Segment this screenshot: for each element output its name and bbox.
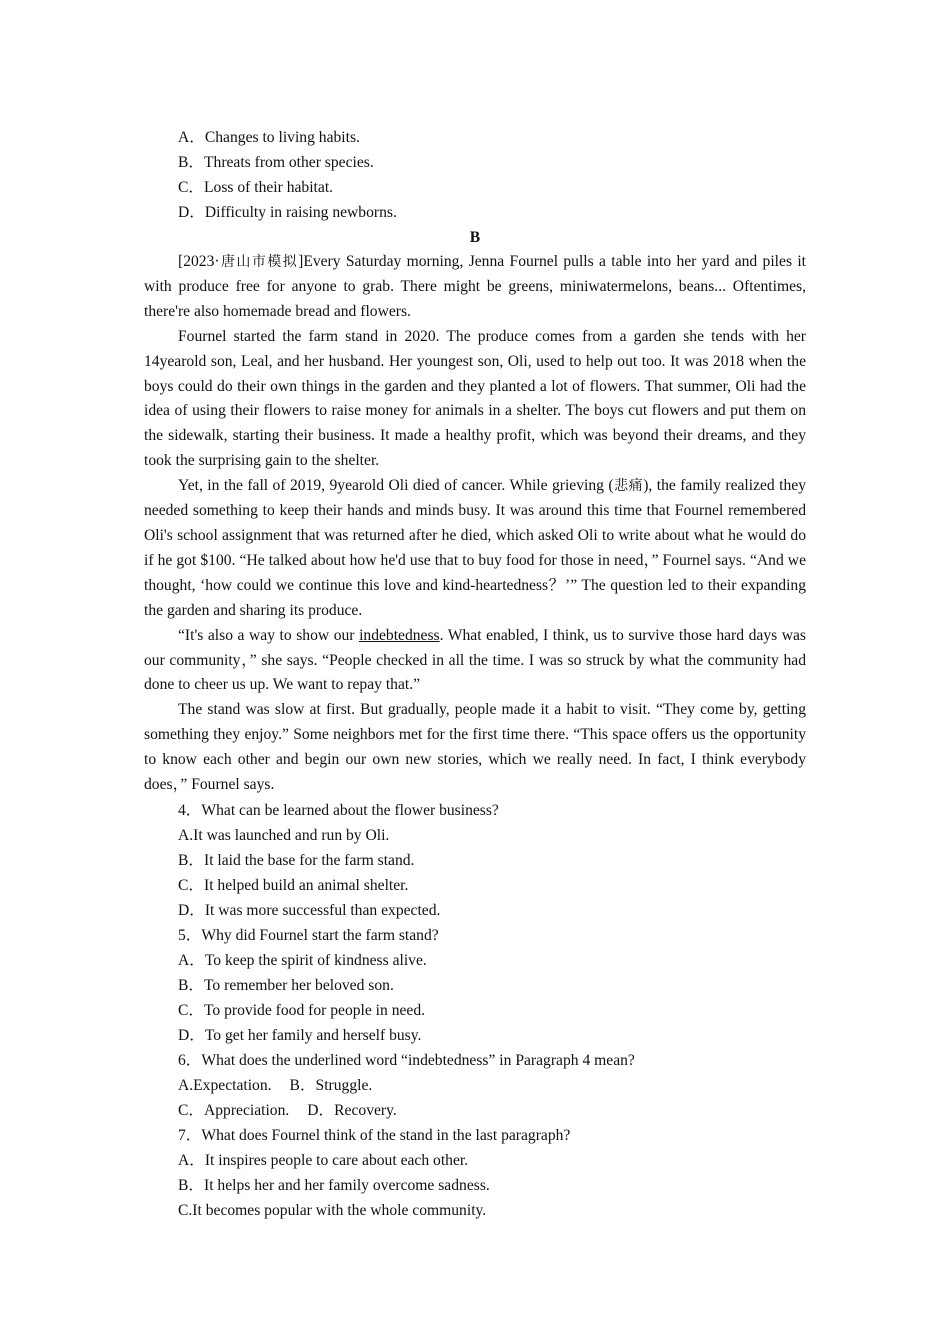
paragraph-4-text-a: “It's also a way to show our (178, 626, 360, 644)
paragraph-3 (144, 474, 806, 623)
prev-option-b: B．Threats from other species. (178, 154, 374, 171)
gloss-cn: 悲痛 (613, 478, 644, 495)
question-7-option-b: B．It helps her and her family overcome sadness. (178, 1176, 490, 1194)
source-tag-start: [2023· (178, 253, 220, 270)
paragraph-3-text-b: ), the family realized they needed something to keep their hands and minds busy. It was around this time that Fournel remembered Oli's school assignment that was returned after he died, which asked Oli to write about what he would do if he got $100. “He talked about how he'd use that to buy food for those in need，” Fournel says. “And we thought, ‘how could we continue this love and kind-heartedness？’” The question led to their expanding the garden and sharing its produce. (144, 477, 807, 619)
question-5-stem: 5．Why did Fournel start the farm stand? (178, 926, 439, 944)
question-7-option-a: A．It inspires people to care about each other. (178, 1151, 469, 1169)
question-4-option-c: C．It helped build an animal shelter. (178, 876, 409, 894)
question-6-option-a: A.Expectation. (178, 1076, 272, 1094)
document-content (144, 125, 806, 1223)
source-tag-cn: 唐山市模拟 (219, 254, 299, 270)
paragraph-4-text-b: . What enabled, I think, us to survive those hard days was our community，” she says. “People checked in all the time. I was so struck by what the community had done to cheer us up. We want to repay that.” (144, 626, 806, 694)
question-4-option-d: D．It was more successful than expected. (178, 901, 441, 919)
question-7-option-c: C.It becomes popular with the whole community. (178, 1201, 487, 1219)
question-5-option-a: A．To keep the spirit of kindness alive. (178, 951, 427, 969)
underlined-word: indebtedness (359, 626, 440, 644)
paragraph-5: The stand was slow at first. But gradually, people made it a habit to visit. “They come by, getting something they enjoy.” Some neighbors met for the first time there. “This space offers us the opportunity to know each other and begin our own new stories, which we really need. In fact, I think everybody does，” Fournel says. (144, 701, 806, 794)
question-6-option-c: C．Appreciation. (178, 1101, 290, 1119)
prev-option-d: D．Difficulty in raising newborns. (178, 204, 397, 221)
question-5-option-d: D．To get her family and herself busy. (178, 1026, 422, 1044)
question-4-option-a: A.It was launched and run by Oli. (178, 826, 390, 844)
question-6-options-row-2 (144, 1098, 806, 1123)
paragraph-1-text: ]Every Saturday morning, Jenna Fournel pulls a table into her yard and piles it with produce free for anyone to grab. There might be greens, miniwatermelons, beans... Oftentimes, there're also homemade bread and flowers. (144, 253, 806, 320)
question-6-option-b: B．Struggle. (289, 1076, 373, 1094)
question-4-option-b: B．It laid the base for the farm stand. (178, 851, 415, 869)
question-6-options-row-1 (144, 1073, 806, 1098)
paragraph-4 (144, 624, 806, 699)
question-6-option-d: D．Recovery. (307, 1101, 397, 1119)
paragraph-2: Fournel started the farm stand in 2020. The produce comes from a garden she tends with her 14yearold son, Leal, and her husband. Her youngest son, Oli, used to help out too. It was 2018 when the boys could do their own things in the garden and they planted a lot of flowers. That summer, Oli had the idea of using their flowers to raise money for animals in a shelter. The boys cut flowers and put them on the sidewalk, starting their business. It made a healthy profit, which was beyond their dreams, and they took the surprising gain to the shelter. (144, 327, 806, 470)
question-5-option-c: C．To provide food for people in need. (178, 1001, 426, 1019)
section-title: B (469, 229, 481, 246)
question-4-stem: 4．What can be learned about the flower business? (178, 801, 499, 819)
question-6-stem: 6．What does the underlined word “indebtedness” in Paragraph 4 mean? (178, 1051, 635, 1069)
paragraph-3-text-a: Yet, in the fall of 2019, 9yearold Oli died of cancer. While grieving ( (178, 477, 614, 495)
prev-option-a: A．Changes to living habits. (178, 129, 360, 146)
question-7-stem: 7．What does Fournel think of the stand in the last paragraph? (178, 1126, 571, 1144)
prev-option-c: C．Loss of their habitat. (178, 179, 334, 196)
question-5-option-b: B．To remember her beloved son. (178, 976, 394, 994)
paragraph-1 (144, 250, 806, 325)
